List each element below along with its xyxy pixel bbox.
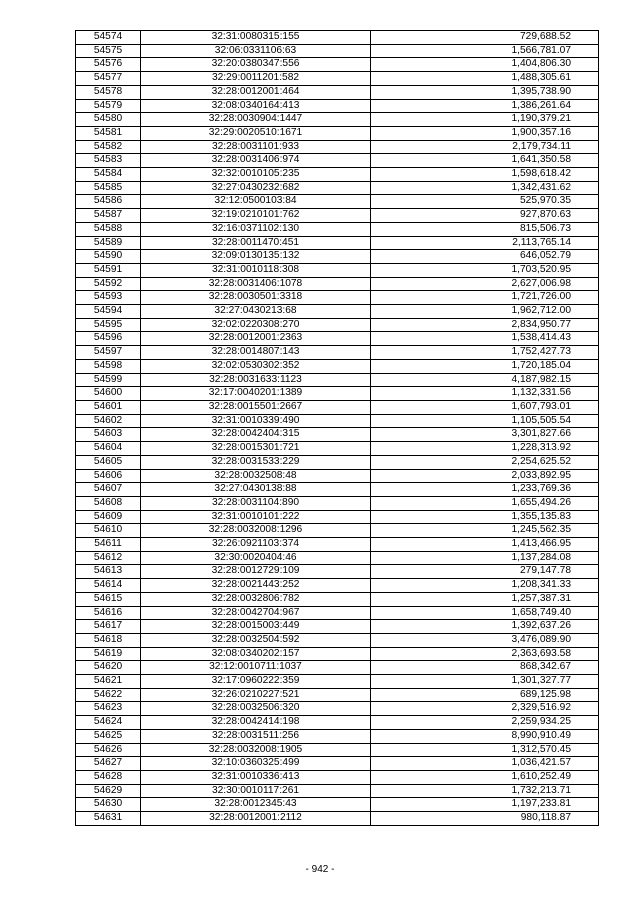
amount-cell: 1,257,387.31	[371, 592, 599, 606]
row-number-cell: 54581	[76, 126, 141, 140]
amount-cell: 1,137,284.08	[371, 551, 599, 565]
cadastral-number-cell: 32:12:0010711:1037	[141, 661, 371, 675]
row-number-cell: 54606	[76, 469, 141, 483]
cadastral-number-cell: 32:26:0210227:521	[141, 688, 371, 702]
cadastral-number-cell: 32:27:0430138:88	[141, 483, 371, 497]
table-row	[76, 154, 599, 168]
cadastral-number-cell: 32:28:0032008:1296	[141, 524, 371, 538]
row-number-cell: 54597	[76, 346, 141, 360]
table-row	[76, 209, 599, 223]
amount-cell: 525,970.35	[371, 195, 599, 209]
amount-cell: 3,301,827.66	[371, 428, 599, 442]
row-number-cell: 54593	[76, 291, 141, 305]
table-row	[76, 387, 599, 401]
cadastral-number-cell: 32:28:0015301:721	[141, 442, 371, 456]
cadastral-number-cell: 32:17:0040201:1389	[141, 387, 371, 401]
row-number-cell: 54603	[76, 428, 141, 442]
cadastral-number-cell: 32:28:0031533:229	[141, 455, 371, 469]
cadastral-number-cell: 32:28:0012001:2363	[141, 332, 371, 346]
row-number-cell: 54626	[76, 743, 141, 757]
row-number-cell: 54591	[76, 263, 141, 277]
cadastral-number-cell: 32:17:0960222:359	[141, 675, 371, 689]
amount-cell: 1,658,749.40	[371, 606, 599, 620]
row-number-cell: 54615	[76, 592, 141, 606]
table-row	[76, 72, 599, 86]
amount-cell: 1,208,341.33	[371, 579, 599, 593]
cadastral-number-cell: 32:19:0210101:762	[141, 209, 371, 223]
row-number-cell: 54622	[76, 688, 141, 702]
table-row	[76, 757, 599, 771]
cadastral-number-cell: 32:28:0031101:933	[141, 140, 371, 154]
amount-cell: 2,113,765.14	[371, 236, 599, 250]
table-row	[76, 675, 599, 689]
cadastral-number-cell: 32:30:0010117:261	[141, 784, 371, 798]
table-row	[76, 647, 599, 661]
table-row	[76, 784, 599, 798]
cadastral-number-cell: 32:28:0032506:320	[141, 702, 371, 716]
table-row	[76, 332, 599, 346]
row-number-cell: 54588	[76, 222, 141, 236]
table-body	[76, 31, 599, 826]
table-row	[76, 250, 599, 264]
amount-cell: 2,627,006.98	[371, 277, 599, 291]
amount-cell: 1,301,327.77	[371, 675, 599, 689]
cadastral-number-cell: 32:28:0030904:1447	[141, 113, 371, 127]
cadastral-number-cell: 32:02:0530302:352	[141, 359, 371, 373]
row-number-cell: 54611	[76, 538, 141, 552]
amount-cell: 1,721,726.00	[371, 291, 599, 305]
amount-cell: 1,132,331.56	[371, 387, 599, 401]
row-number-cell: 54594	[76, 305, 141, 319]
cadastral-number-cell: 32:31:0010339:490	[141, 414, 371, 428]
amount-cell: 1,732,213.71	[371, 784, 599, 798]
amount-cell: 1,245,562.35	[371, 524, 599, 538]
cadastral-number-cell: 32:20:0380347:556	[141, 58, 371, 72]
amount-cell: 1,752,427.73	[371, 346, 599, 360]
data-table	[75, 30, 599, 826]
table-row	[76, 222, 599, 236]
row-number-cell: 54614	[76, 579, 141, 593]
cadastral-number-cell: 32:28:0030501:3318	[141, 291, 371, 305]
amount-cell: 815,506.73	[371, 222, 599, 236]
table-row	[76, 305, 599, 319]
cadastral-number-cell: 32:29:0011201:582	[141, 72, 371, 86]
row-number-cell: 54619	[76, 647, 141, 661]
row-number-cell: 54589	[76, 236, 141, 250]
row-number-cell: 54605	[76, 455, 141, 469]
cadastral-number-cell: 32:28:0012729:109	[141, 565, 371, 579]
row-number-cell: 54576	[76, 58, 141, 72]
row-number-cell: 54587	[76, 209, 141, 223]
amount-cell: 1,641,350.58	[371, 154, 599, 168]
amount-cell: 1,962,712.00	[371, 305, 599, 319]
amount-cell: 1,233,769.36	[371, 483, 599, 497]
row-number-cell: 54580	[76, 113, 141, 127]
table-row	[76, 551, 599, 565]
amount-cell: 1,598,618.42	[371, 168, 599, 182]
row-number-cell: 54616	[76, 606, 141, 620]
row-number-cell: 54600	[76, 387, 141, 401]
cadastral-number-cell: 32:31:0080315:155	[141, 31, 371, 45]
cadastral-number-cell: 32:28:0031406:1078	[141, 277, 371, 291]
cadastral-number-cell: 32:28:0021443:252	[141, 579, 371, 593]
amount-cell: 4,187,982.15	[371, 373, 599, 387]
row-number-cell: 54574	[76, 31, 141, 45]
row-number-cell: 54625	[76, 729, 141, 743]
cadastral-number-cell: 32:28:0032504:592	[141, 633, 371, 647]
table-row	[76, 318, 599, 332]
table-row	[76, 702, 599, 716]
table-row	[76, 538, 599, 552]
cadastral-number-cell: 32:09:0130135:132	[141, 250, 371, 264]
table-row	[76, 236, 599, 250]
amount-cell: 1,395,738.90	[371, 85, 599, 99]
amount-cell: 8,990,910.49	[371, 729, 599, 743]
amount-cell: 689,125.98	[371, 688, 599, 702]
cadastral-number-cell: 32:28:0042704:967	[141, 606, 371, 620]
amount-cell: 1,190,379.21	[371, 113, 599, 127]
row-number-cell: 54621	[76, 675, 141, 689]
table-row	[76, 168, 599, 182]
table-row	[76, 812, 599, 826]
cadastral-number-cell: 32:28:0031406:974	[141, 154, 371, 168]
table-row	[76, 85, 599, 99]
row-number-cell: 54596	[76, 332, 141, 346]
cadastral-number-cell: 32:28:0042414:198	[141, 716, 371, 730]
table-row	[76, 126, 599, 140]
table-row	[76, 44, 599, 58]
cadastral-number-cell: 32:31:0010118:308	[141, 263, 371, 277]
amount-cell: 1,413,466.95	[371, 538, 599, 552]
cadastral-number-cell: 32:28:0032008:1905	[141, 743, 371, 757]
table-row	[76, 565, 599, 579]
row-number-cell: 54584	[76, 168, 141, 182]
table-row	[76, 442, 599, 456]
amount-cell: 3,476,089.90	[371, 633, 599, 647]
amount-cell: 2,834,950.77	[371, 318, 599, 332]
table-row	[76, 346, 599, 360]
row-number-cell: 54630	[76, 798, 141, 812]
amount-cell: 1,720,185.04	[371, 359, 599, 373]
row-number-cell: 54604	[76, 442, 141, 456]
amount-cell: 2,179,734.11	[371, 140, 599, 154]
cadastral-number-cell: 32:28:0012001:464	[141, 85, 371, 99]
row-number-cell: 54628	[76, 770, 141, 784]
table-row	[76, 592, 599, 606]
amount-cell: 1,538,414.43	[371, 332, 599, 346]
row-number-cell: 54590	[76, 250, 141, 264]
row-number-cell: 54579	[76, 99, 141, 113]
amount-cell: 1,228,313.92	[371, 442, 599, 456]
row-number-cell: 54610	[76, 524, 141, 538]
amount-cell: 2,259,934.25	[371, 716, 599, 730]
amount-cell: 1,105,505.54	[371, 414, 599, 428]
cadastral-number-cell: 32:27:0430213:68	[141, 305, 371, 319]
table-row	[76, 524, 599, 538]
table-row	[76, 195, 599, 209]
amount-cell: 1,607,793.01	[371, 400, 599, 414]
amount-cell: 1,036,421.57	[371, 757, 599, 771]
table-row	[76, 633, 599, 647]
table-row	[76, 798, 599, 812]
row-number-cell: 54585	[76, 181, 141, 195]
amount-cell: 927,870.63	[371, 209, 599, 223]
cadastral-number-cell: 32:28:0042404:315	[141, 428, 371, 442]
amount-cell: 1,312,570.45	[371, 743, 599, 757]
amount-cell: 1,404,806.30	[371, 58, 599, 72]
table-row	[76, 113, 599, 127]
cadastral-number-cell: 32:30:0020404:46	[141, 551, 371, 565]
cadastral-number-cell: 32:28:0032508:48	[141, 469, 371, 483]
cadastral-number-cell: 32:28:0031104:890	[141, 496, 371, 510]
amount-cell: 1,386,261.64	[371, 99, 599, 113]
cadastral-number-cell: 32:32:0010105:235	[141, 168, 371, 182]
table-row	[76, 181, 599, 195]
table-row	[76, 414, 599, 428]
table-row	[76, 58, 599, 72]
row-number-cell: 54624	[76, 716, 141, 730]
table-row	[76, 510, 599, 524]
row-number-cell: 54607	[76, 483, 141, 497]
row-number-cell: 54602	[76, 414, 141, 428]
cadastral-number-cell: 32:28:0012345:43	[141, 798, 371, 812]
cadastral-number-cell: 32:02:0220308:270	[141, 318, 371, 332]
table-row	[76, 688, 599, 702]
table-row	[76, 579, 599, 593]
row-number-cell: 54620	[76, 661, 141, 675]
table-row	[76, 606, 599, 620]
row-number-cell: 54582	[76, 140, 141, 154]
amount-cell: 1,703,520.95	[371, 263, 599, 277]
table-row	[76, 455, 599, 469]
amount-cell: 1,392,637.26	[371, 620, 599, 634]
table-row	[76, 469, 599, 483]
amount-cell: 1,355,135.83	[371, 510, 599, 524]
amount-cell: 1,488,305.61	[371, 72, 599, 86]
row-number-cell: 54631	[76, 812, 141, 826]
table-row	[76, 140, 599, 154]
amount-cell: 1,566,781.07	[371, 44, 599, 58]
row-number-cell: 54618	[76, 633, 141, 647]
table-row	[76, 31, 599, 45]
amount-cell: 1,900,357.16	[371, 126, 599, 140]
row-number-cell: 54583	[76, 154, 141, 168]
cadastral-number-cell: 32:27:0430232:682	[141, 181, 371, 195]
amount-cell: 2,329,516.92	[371, 702, 599, 716]
row-number-cell: 54609	[76, 510, 141, 524]
cadastral-number-cell: 32:28:0011470:451	[141, 236, 371, 250]
table-row	[76, 99, 599, 113]
table-row	[76, 716, 599, 730]
row-number-cell: 54601	[76, 400, 141, 414]
amount-cell: 1,610,252.49	[371, 770, 599, 784]
table-row	[76, 770, 599, 784]
cadastral-number-cell: 32:28:0012001:2112	[141, 812, 371, 826]
table-row	[76, 277, 599, 291]
cadastral-number-cell: 32:28:0015501:2667	[141, 400, 371, 414]
row-number-cell: 54578	[76, 85, 141, 99]
row-number-cell: 54629	[76, 784, 141, 798]
cadastral-number-cell: 32:28:0031511:256	[141, 729, 371, 743]
row-number-cell: 54598	[76, 359, 141, 373]
table-row	[76, 428, 599, 442]
cadastral-number-cell: 32:28:0015003:449	[141, 620, 371, 634]
table-row	[76, 743, 599, 757]
row-number-cell: 54599	[76, 373, 141, 387]
row-number-cell: 54586	[76, 195, 141, 209]
row-number-cell: 54617	[76, 620, 141, 634]
row-number-cell: 54592	[76, 277, 141, 291]
amount-cell: 1,655,494.26	[371, 496, 599, 510]
page-number: - 942 -	[305, 864, 335, 875]
cadastral-number-cell: 32:28:0031633:1123	[141, 373, 371, 387]
table-row	[76, 373, 599, 387]
table-row	[76, 661, 599, 675]
cadastral-number-cell: 32:12:0500103:84	[141, 195, 371, 209]
row-number-cell: 54575	[76, 44, 141, 58]
row-number-cell: 54612	[76, 551, 141, 565]
cadastral-number-cell: 32:16:0371102:130	[141, 222, 371, 236]
cadastral-number-cell: 32:08:0340164:413	[141, 99, 371, 113]
cadastral-number-cell: 32:26:0921103:374	[141, 538, 371, 552]
table-row	[76, 291, 599, 305]
cadastral-number-cell: 32:28:0032806:782	[141, 592, 371, 606]
amount-cell: 646,052.79	[371, 250, 599, 264]
amount-cell: 980,118.87	[371, 812, 599, 826]
row-number-cell: 54577	[76, 72, 141, 86]
table-row	[76, 359, 599, 373]
cadastral-number-cell: 32:10:0360325:499	[141, 757, 371, 771]
row-number-cell: 54613	[76, 565, 141, 579]
table-row	[76, 263, 599, 277]
row-number-cell: 54595	[76, 318, 141, 332]
table-row	[76, 400, 599, 414]
table-row	[76, 620, 599, 634]
table-row	[76, 483, 599, 497]
cadastral-number-cell: 32:31:0010336:413	[141, 770, 371, 784]
cadastral-number-cell: 32:31:0010101:222	[141, 510, 371, 524]
cadastral-number-cell: 32:28:0014807:143	[141, 346, 371, 360]
amount-cell: 2,254,625.52	[371, 455, 599, 469]
amount-cell: 729,688.52	[371, 31, 599, 45]
amount-cell: 868,342.67	[371, 661, 599, 675]
amount-cell: 1,342,431.62	[371, 181, 599, 195]
table-row	[76, 729, 599, 743]
amount-cell: 2,363,693.58	[371, 647, 599, 661]
row-number-cell: 54623	[76, 702, 141, 716]
cadastral-number-cell: 32:06:0331106:63	[141, 44, 371, 58]
cadastral-number-cell: 32:08:0340202:157	[141, 647, 371, 661]
row-number-cell: 54627	[76, 757, 141, 771]
cadastral-number-cell: 32:29:0020510:1671	[141, 126, 371, 140]
row-number-cell: 54608	[76, 496, 141, 510]
table-row	[76, 496, 599, 510]
amount-cell: 2,033,892.95	[371, 469, 599, 483]
amount-cell: 279,147.78	[371, 565, 599, 579]
amount-cell: 1,197,233.81	[371, 798, 599, 812]
